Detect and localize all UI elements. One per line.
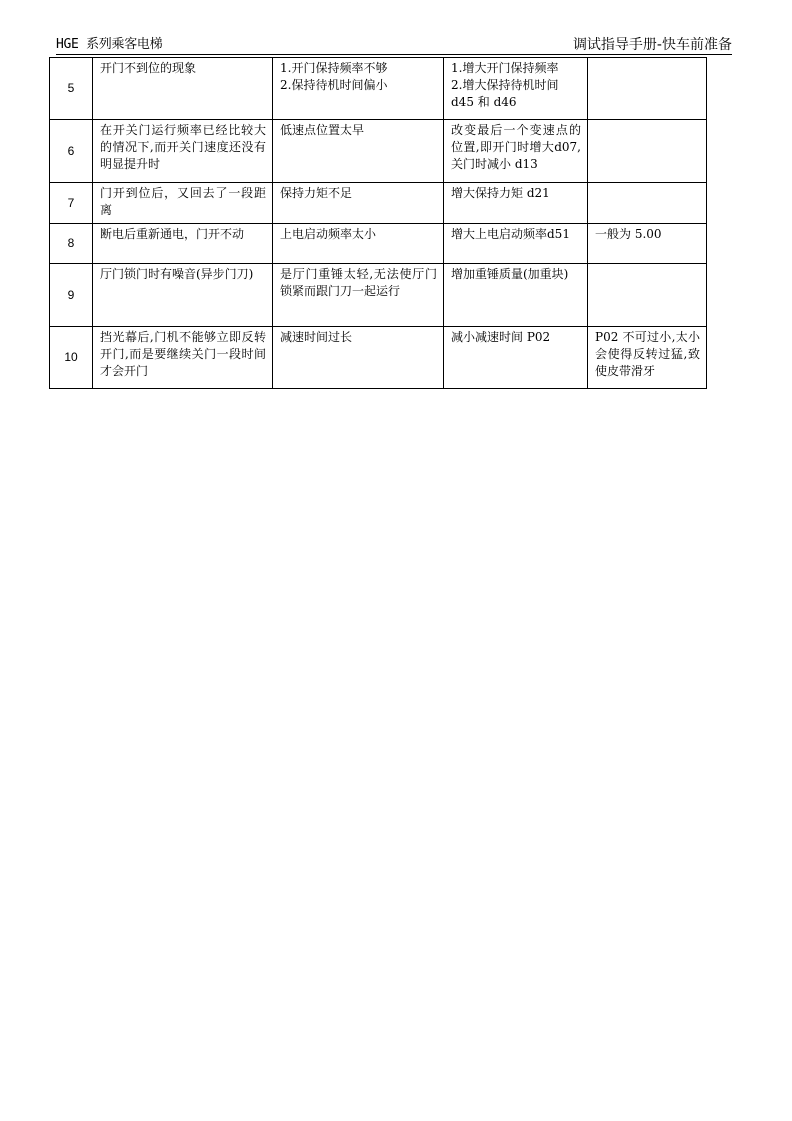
solution-cell: 增大保持力矩 d21 xyxy=(444,183,588,224)
cause-cell xyxy=(273,58,444,120)
page-header xyxy=(56,36,732,55)
solution-cell: 增大上电启动频率d51 xyxy=(444,224,588,264)
header-doc-title: 调试指导手册-快车前准备 xyxy=(572,37,732,53)
solution-line: 2.增大保持待机时间 xyxy=(451,78,559,92)
phenomenon-cell: 在开关门运行频率已经比较大的情况下,而开关门速度还没有明显提升时 xyxy=(93,120,273,183)
note-cell xyxy=(588,58,707,120)
solution-cell xyxy=(444,58,588,120)
table-row xyxy=(50,327,707,389)
cause-cell: 是厅门重锤太轻,无法使厅门锁紧而跟门刀一起运行 xyxy=(273,264,444,327)
row-number: 10 xyxy=(50,327,93,389)
solution-line: 1.增大开门保持频率 xyxy=(451,61,559,75)
table-row xyxy=(50,264,707,327)
table-row xyxy=(50,183,707,224)
row-number: 9 xyxy=(50,264,93,327)
cause-cell: 减速时间过长 xyxy=(273,327,444,389)
cause-cell: 保持力矩不足 xyxy=(273,183,444,224)
table-row xyxy=(50,58,707,120)
phenomenon-cell: 挡光幕后,门机不能够立即反转开门,而是要继续关门一段时间才会开门 xyxy=(93,327,273,389)
row-number: 5 xyxy=(50,58,93,120)
table-row xyxy=(50,224,707,264)
note-cell xyxy=(588,183,707,224)
note-cell: P02 不可过小,太小会使得反转过猛,致使皮带滑牙 xyxy=(588,327,707,389)
note-cell xyxy=(588,264,707,327)
row-number: 8 xyxy=(50,224,93,264)
cause-line: 1.开门保持频率不够 xyxy=(280,61,388,75)
solution-cell: 增加重锤质量(加重块) xyxy=(444,264,588,327)
note-cell: 一般为 5.00 xyxy=(588,224,707,264)
cause-cell: 低速点位置太早 xyxy=(273,120,444,183)
cause-cell: 上电启动频率太小 xyxy=(273,224,444,264)
phenomenon-cell: 断电后重新通电，门开不动 xyxy=(93,224,273,264)
phenomenon-cell: 厅门锁门时有噪音(异步门刀) xyxy=(93,264,273,327)
row-number: 7 xyxy=(50,183,93,224)
cause-line: 2.保持待机时间偏小 xyxy=(280,78,388,92)
phenomenon-cell: 门开到位后，又回去了一段距离 xyxy=(93,183,273,224)
phenomenon-cell: 开门不到位的现象 xyxy=(93,58,273,120)
troubleshooting-table xyxy=(49,57,707,389)
header-doc-series: HGE 系列乘客电梯 xyxy=(56,37,163,52)
solution-cell: 减小减速时间 P02 xyxy=(444,327,588,389)
solution-cell: 改变最后一个变速点的位置,即开门时增大d07,关门时减小 d13 xyxy=(444,120,588,183)
row-number: 6 xyxy=(50,120,93,183)
solution-line: d45 和 d46 xyxy=(451,95,517,109)
note-cell xyxy=(588,120,707,183)
table-row xyxy=(50,120,707,183)
